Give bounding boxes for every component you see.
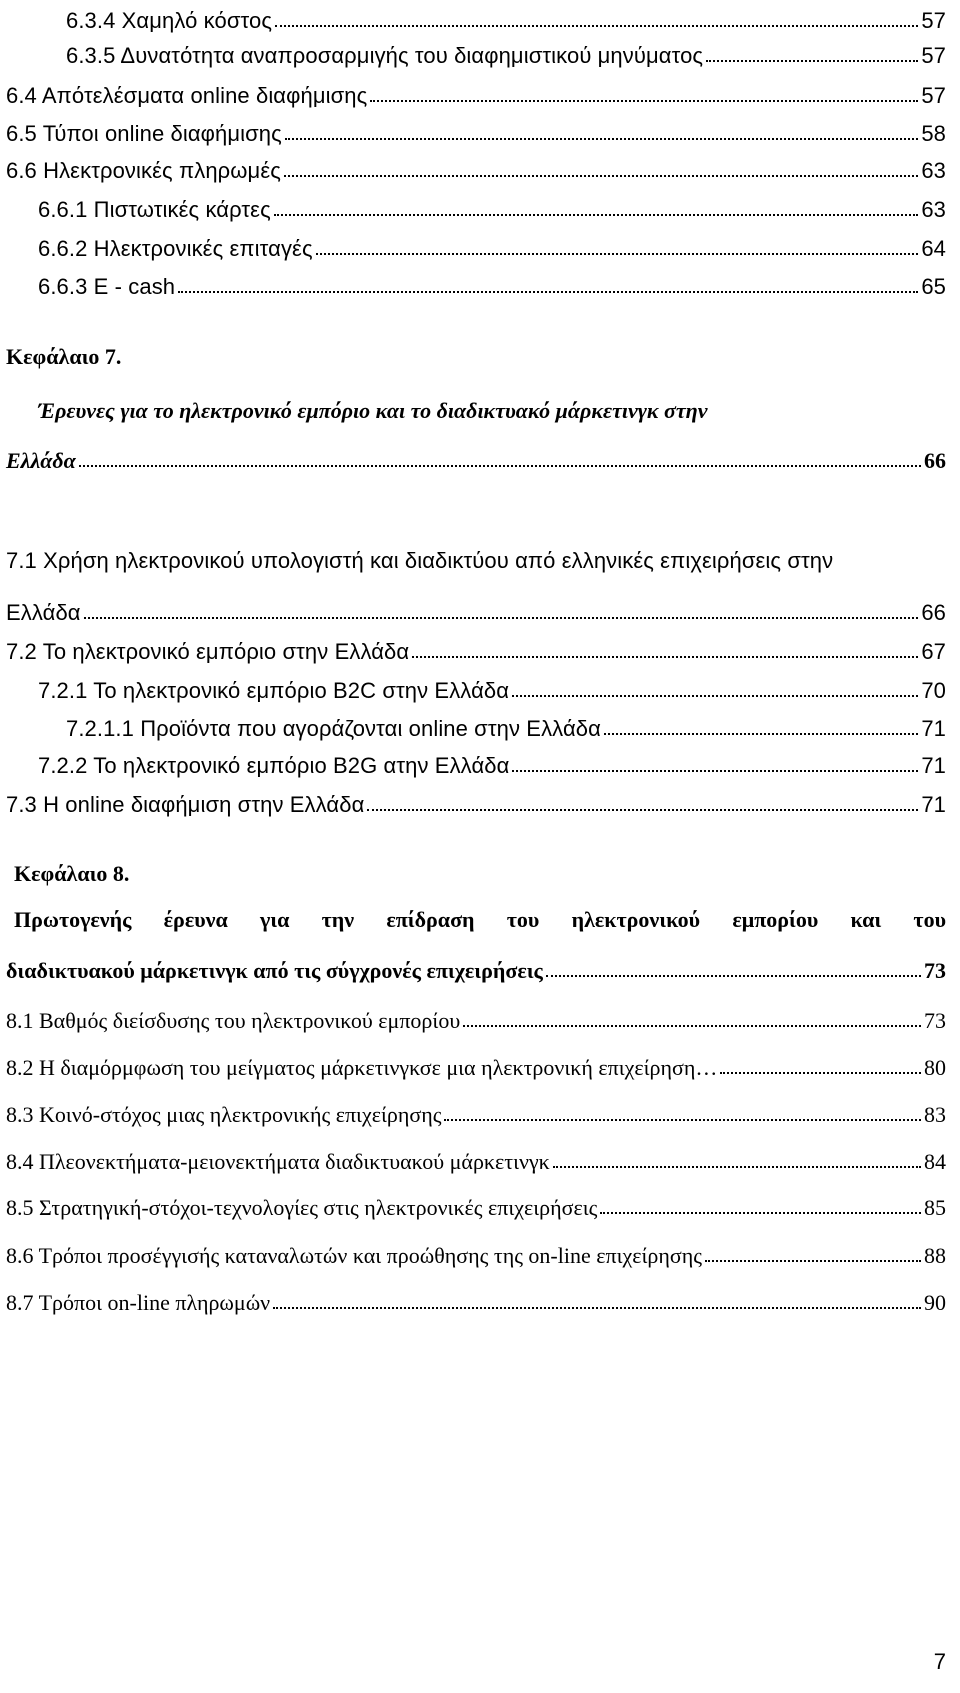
toc-entry-label: 6.3.4 Χαμηλό κόστος (66, 8, 273, 33)
toc-entry-page: 58 (921, 121, 946, 146)
toc-entry-label: 6.6.3 E - cash (38, 274, 176, 299)
chapter-8-page: 73 (924, 958, 946, 983)
toc-entry-page: 57 (921, 43, 946, 68)
toc-entry[interactable] (38, 745, 946, 779)
toc-entry[interactable] (6, 1094, 946, 1128)
toc-entry-label-line1: 7.1 Χρήση ηλεκτρονικού υπολογιστή και διαδικτύου από ελληνικές επιχειρήσεις στην (6, 548, 834, 573)
dot-leader (600, 1212, 921, 1214)
chapter-7-title-line1: Έρευνες για το ηλεκτρονικό εμπόριο και το διαδικτυακό μάρκετινγκ στην (38, 398, 708, 423)
chapter-8-title-line1: Πρωτογενής έρευνα για την επίδραση του ηλεκτρονικού εμπορίου και του (14, 907, 946, 932)
toc-entry[interactable] (6, 631, 946, 665)
toc-entry-label: 7.2.2 Το ηλεκτρονικό εμπόριο B2G ατην Ελλάδα (38, 753, 510, 778)
dot-leader (412, 656, 918, 658)
toc-entry-page: 67 (921, 639, 946, 664)
toc-entry[interactable] (6, 75, 946, 109)
toc-entry[interactable] (6, 1047, 946, 1081)
dot-leader (274, 214, 919, 216)
dot-leader (512, 770, 918, 772)
dot-leader (178, 291, 918, 293)
dot-leader (367, 809, 918, 811)
toc-entry-page: 83 (924, 1102, 946, 1127)
toc-entry[interactable] (6, 1000, 946, 1034)
page-number: 7 (933, 1649, 946, 1674)
toc-entry-label: 6.6 Ηλεκτρονικές πληρωμές (6, 158, 281, 183)
toc-entry-page: 70 (921, 678, 946, 703)
toc-entry-label: 8.3 Κοινό-στόχος μιας ηλεκτρονικής επιχείρησης (6, 1102, 442, 1127)
toc-entry-label: 8.6 Τρόποι προσέγγισής καταναλωτών και προώθησης της on-line επιχείρησης (6, 1243, 702, 1268)
toc-entry-page: 84 (924, 1149, 946, 1174)
toc-entry-page: 66 (921, 600, 946, 625)
dot-leader (370, 100, 918, 102)
toc-entry-label: 7.3 Η online διαφήμιση στην Ελλάδα (6, 792, 365, 817)
toc-entry-label: 6.6.2 Ηλεκτρονικές επιταγές (38, 236, 313, 261)
toc-entry[interactable] (38, 670, 946, 704)
toc-entry-page: 65 (921, 274, 946, 299)
toc-entry[interactable] (6, 1235, 946, 1269)
toc-entry-label: 6.5 Τύποι online διαφήμισης (6, 121, 282, 146)
dot-leader (604, 733, 918, 735)
toc-entry-label: 8.1 Βαθμός διείσδυσης του ηλεκτρονικού εμπορίου (6, 1008, 461, 1033)
dot-leader (444, 1119, 921, 1121)
toc-entry[interactable] (66, 0, 946, 34)
toc-entry-label: 7.2 Το ηλεκτρονικό εμπόριο στην Ελλάδα (6, 639, 410, 664)
dot-leader (285, 138, 919, 140)
dot-leader (463, 1025, 921, 1027)
toc-entry-page: 71 (921, 716, 946, 741)
toc-entry-label: 6.4 Απότελέσματα online διαφήμισης (6, 83, 368, 108)
toc-entry[interactable] (38, 266, 946, 300)
toc-entry[interactable] (6, 113, 946, 147)
toc-entry-page: 57 (921, 8, 946, 33)
chapter-7-heading: Κεφάλαιο 7. (6, 344, 122, 369)
dot-leader (705, 1260, 921, 1262)
toc-entry[interactable] (6, 1282, 946, 1316)
toc-entry-label: 8.4 Πλεονεκτήματα-μειονεκτήματα διαδικτυακού μάρκετινγκ (6, 1149, 550, 1174)
dot-leader (275, 25, 918, 27)
dot-leader (553, 1166, 921, 1168)
toc-entry-page: 57 (921, 83, 946, 108)
toc-entry-page: 90 (924, 1290, 946, 1315)
toc-entry[interactable] (66, 708, 946, 742)
dot-leader (79, 465, 921, 467)
toc-entry-page: 88 (924, 1243, 946, 1268)
dot-leader (84, 617, 919, 619)
chapter-8-title-entry[interactable] (6, 950, 946, 984)
toc-entry-page: 64 (921, 236, 946, 261)
toc-entry[interactable] (38, 189, 946, 223)
toc-entry-page: 85 (924, 1195, 946, 1220)
toc-entry-label: 6.3.5 Δυνατότητα αναπροσαρμιγής του διαφημιστικού μηνύματος (66, 43, 704, 68)
toc-entry-page: 71 (921, 792, 946, 817)
toc-entry-page: 73 (924, 1008, 946, 1033)
toc-entry-label: 8.7 Τρόποι on-line πληρωμών (6, 1290, 271, 1315)
toc-entry-label: 8.5 Στρατηγική-στόχοι-τεχνολογίες στις ηλεκτρονικές επιχειρήσεις (6, 1195, 598, 1220)
chapter-7-title-entry[interactable] (6, 440, 946, 474)
dot-leader (706, 60, 918, 62)
toc-entry[interactable] (6, 784, 946, 818)
chapter-7-title-line2: Ελλάδα (6, 448, 76, 473)
toc-entry-label: 8.2 Η διαμόρμφωση του μείγματος μάρκετινγκσε μια ηλεκτρονική επιχείρηση… (6, 1055, 718, 1080)
toc-entry-page: 63 (921, 158, 946, 183)
dot-leader (546, 975, 921, 977)
dot-leader (512, 695, 918, 697)
dot-leader (720, 1072, 921, 1074)
toc-entry[interactable] (66, 35, 946, 69)
chapter-8-heading: Κεφάλαιο 8. (14, 861, 130, 886)
toc-entry-label: 7.2.1 Το ηλεκτρονικό εμπόριο B2C στην Ελλάδα (38, 678, 510, 703)
toc-entry[interactable] (6, 1187, 946, 1221)
dot-leader (273, 1307, 921, 1309)
toc-entry[interactable] (6, 592, 946, 626)
chapter-8-title-line2: διαδικτυακού μάρκετινγκ από τις σύγχρονές επιχειρήσεις (6, 958, 543, 983)
dot-leader (284, 175, 918, 177)
toc-entry-page: 80 (924, 1055, 946, 1080)
toc-entry[interactable] (38, 228, 946, 262)
toc-entry-label: 6.6.1 Πιστωτικές κάρτες (38, 197, 271, 222)
toc-entry-label: Ελλάδα (6, 600, 81, 625)
toc-entry[interactable] (6, 1141, 946, 1175)
toc-entry-label: 7.2.1.1 Προϊόντα που αγοράζονται online στην Ελλάδα (66, 716, 601, 741)
chapter-7-page: 66 (924, 448, 946, 473)
toc-entry[interactable] (6, 150, 946, 184)
toc-entry-page: 63 (921, 197, 946, 222)
toc-entry-page: 71 (921, 753, 946, 778)
dot-leader (316, 253, 919, 255)
